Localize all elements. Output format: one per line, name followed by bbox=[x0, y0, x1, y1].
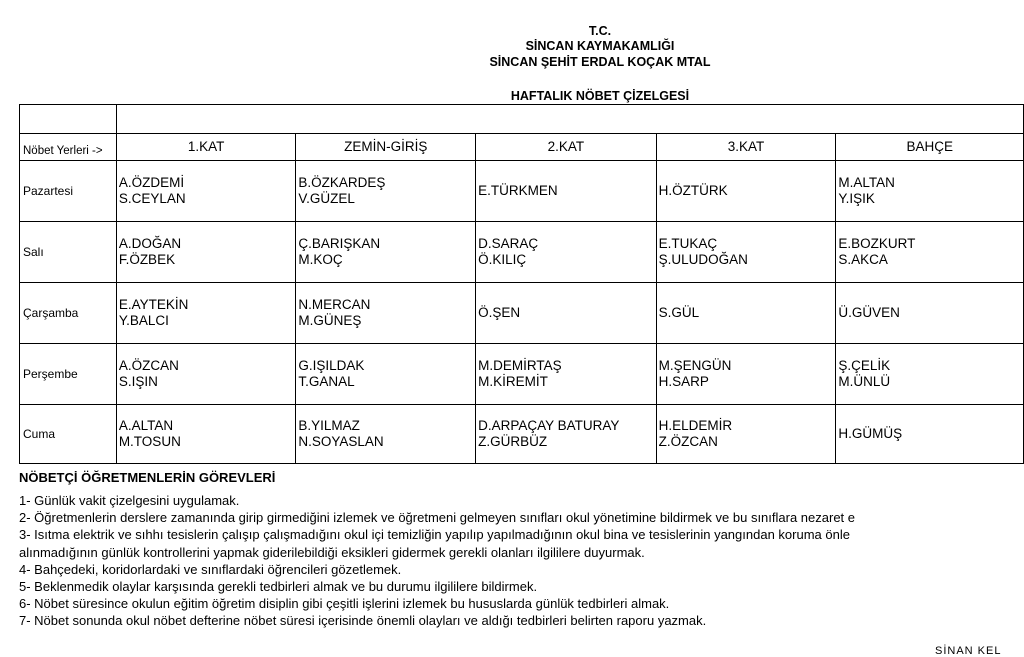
day-label: Salı bbox=[20, 222, 117, 283]
duty-cell bbox=[476, 283, 657, 344]
teacher-name: B.YILMAZ bbox=[298, 418, 360, 433]
teacher-name: M.GÜNEŞ bbox=[298, 313, 362, 328]
duty-item: 5- Beklenmedik olaylar karşısında gerekli tedbirleri almak ve bu durumu ilgililere bildirmek. bbox=[19, 579, 538, 595]
duty-item: 7- Nöbet sonunda okul nöbet defterine nöbet süresi içerisinde önemli olayları ve aldığı tedbirleri belirten raporu yazmak. bbox=[19, 613, 707, 629]
duty-cell bbox=[836, 161, 1024, 222]
table-row bbox=[20, 222, 1024, 283]
column-header: 3.KAT bbox=[656, 134, 836, 161]
teacher-name: H.ELDEMİR bbox=[658, 418, 733, 433]
column-header: BAHÇE bbox=[836, 134, 1024, 161]
teacher-name: Z.ÖZCAN bbox=[658, 434, 718, 449]
teacher-name: S.AKCA bbox=[838, 252, 888, 267]
teacher-name: A.DOĞAN bbox=[118, 236, 182, 251]
teacher-name: Ş.ÇELİK bbox=[838, 358, 891, 373]
teacher-name: M.ALTAN bbox=[838, 175, 895, 190]
teacher-name: D.SARAÇ bbox=[478, 236, 539, 251]
duty-cell bbox=[116, 405, 296, 464]
teacher-name: D.ARPAÇAY BATURAY bbox=[478, 418, 620, 433]
teacher-name: T.GANAL bbox=[298, 374, 355, 389]
teacher-name: Z.GÜRBÜZ bbox=[478, 434, 548, 449]
duty-cell bbox=[116, 161, 296, 222]
table-row bbox=[20, 283, 1024, 344]
duty-cell bbox=[656, 344, 836, 405]
duty-cell bbox=[476, 405, 657, 464]
duty-cell bbox=[476, 344, 657, 405]
table-header-row bbox=[20, 134, 1024, 161]
teacher-name: F.ÖZBEK bbox=[118, 252, 176, 267]
duty-cell bbox=[296, 222, 476, 283]
duty-cell bbox=[296, 283, 476, 344]
duty-cell bbox=[296, 405, 476, 464]
duties-title: NÖBETÇİ ÖĞRETMENLERİN GÖREVLERİ bbox=[19, 470, 276, 485]
duty-cell bbox=[476, 161, 657, 222]
duty-cell bbox=[476, 222, 657, 283]
duty-cell bbox=[836, 344, 1024, 405]
header-kaymakamlik: SİNCAN KAYMAKAMLIĞI bbox=[525, 39, 675, 53]
teacher-name: Y.IŞIK bbox=[838, 191, 875, 206]
duty-cell bbox=[296, 344, 476, 405]
corner-label: Nöbet Yerleri -> bbox=[20, 134, 117, 161]
teacher-name: Ç.BARIŞKAN bbox=[298, 236, 381, 251]
duty-cell bbox=[296, 161, 476, 222]
teacher-name: M.TOSUN bbox=[118, 434, 181, 449]
teacher-name: N.SOYASLAN bbox=[298, 434, 384, 449]
duty-item: 4- Bahçedeki, koridorlardaki ve sınıflardaki öğrencileri gözetlemek. bbox=[19, 561, 402, 577]
teacher-name: M.DEMİRTAŞ bbox=[478, 358, 562, 373]
column-header: 2.KAT bbox=[476, 134, 657, 161]
duty-item: 1- Günlük vakit çizelgesini uygulamak. bbox=[19, 493, 240, 508]
duty-item: 6- Nöbet süresince okulun eğitim öğretim disiplin gibi çeşitli işlerini izlemek bu hususlarda günlük tedbirleri almak. bbox=[19, 596, 670, 612]
teacher-name: S.GÜL bbox=[658, 305, 700, 320]
teacher-name: E.TUKAÇ bbox=[658, 236, 718, 251]
teacher-name: Ö.ŞEN bbox=[478, 305, 521, 320]
day-label: Perşembe bbox=[20, 344, 117, 405]
teacher-name: A.ALTAN bbox=[118, 418, 174, 433]
teacher-name: S.CEYLAN bbox=[118, 191, 186, 206]
teacher-name: S.IŞIN bbox=[118, 374, 158, 389]
teacher-name: Ü.GÜVEN bbox=[838, 305, 900, 320]
teacher-name: M.KİREMİT bbox=[478, 374, 548, 389]
day-label: Cuma bbox=[20, 405, 117, 464]
teacher-name: B.ÖZKARDEŞ bbox=[298, 175, 386, 190]
table-row bbox=[20, 405, 1024, 464]
duty-cell bbox=[656, 222, 836, 283]
teacher-name: E.BOZKURT bbox=[838, 236, 916, 251]
teacher-name: G.IŞILDAK bbox=[298, 358, 365, 373]
teacher-name: H.ÖZTÜRK bbox=[658, 183, 728, 198]
duty-cell bbox=[836, 222, 1024, 283]
table-row bbox=[20, 344, 1024, 405]
column-header: ZEMİN-GİRİŞ bbox=[296, 134, 476, 161]
header-tc: T.C. bbox=[588, 24, 612, 38]
day-label: Çarşamba bbox=[20, 283, 117, 344]
signature: SİNAN KEL bbox=[935, 645, 1002, 657]
duties-list bbox=[19, 492, 1024, 630]
duty-schedule-table bbox=[19, 104, 1024, 464]
teacher-name: Y.BALCI bbox=[118, 313, 169, 328]
duty-cell bbox=[836, 283, 1024, 344]
teacher-name: A.ÖZDEMİ bbox=[118, 175, 185, 190]
duty-cell bbox=[116, 283, 296, 344]
teacher-name: M.ŞENGÜN bbox=[658, 358, 732, 373]
duty-item: 3- Isıtma elektrik ve sıhhı tesislerin çalışıp çalışmadığını okul içi temizliğin yapılıp yapılmadığının okul bina ve tesislerinin yangından koruma önle bbox=[19, 527, 850, 543]
table-blank-row bbox=[20, 105, 1024, 134]
page-title: HAFTALIK NÖBET ÇİZELGESİ bbox=[510, 89, 690, 103]
teacher-name: M.ÜNLÜ bbox=[838, 374, 891, 389]
teacher-name: E.TÜRKMEN bbox=[478, 183, 558, 198]
duty-cell bbox=[656, 405, 836, 464]
header-school-name: SİNCAN ŞEHİT ERDAL KOÇAK MTAL bbox=[489, 55, 711, 69]
teacher-name: Ş.ULUDOĞAN bbox=[658, 252, 748, 267]
teacher-name: H.SARP bbox=[658, 374, 709, 389]
teacher-name: Ö.KILIÇ bbox=[478, 252, 527, 267]
table-row bbox=[20, 161, 1024, 222]
teacher-name: H.GÜMÜŞ bbox=[838, 426, 903, 441]
teacher-name: E.AYTEKİN bbox=[118, 297, 189, 312]
column-header: 1.KAT bbox=[116, 134, 296, 161]
duty-cell bbox=[836, 405, 1024, 464]
duty-item: alınmadığının günlük kontrollerini yapmak giderilebildiği eksikleri gidermek gerekli olanları ilgililere duyurmak. bbox=[19, 544, 645, 560]
duty-cell bbox=[656, 161, 836, 222]
teacher-name: N.MERCAN bbox=[298, 297, 371, 312]
teacher-name: M.KOÇ bbox=[298, 252, 343, 267]
duty-cell bbox=[116, 222, 296, 283]
day-label: Pazartesi bbox=[20, 161, 117, 222]
teacher-name: V.GÜZEL bbox=[298, 191, 355, 206]
duty-item: 2- Öğretmenlerin derslere zamanında girip girmediğini izlemek ve öğretmeni gelmeyen sınıfları okul yönetimine bildirmek ve bu sınıflara nezaret e bbox=[19, 510, 855, 526]
duty-cell bbox=[656, 283, 836, 344]
teacher-name: A.ÖZCAN bbox=[118, 358, 179, 373]
duty-cell bbox=[116, 344, 296, 405]
